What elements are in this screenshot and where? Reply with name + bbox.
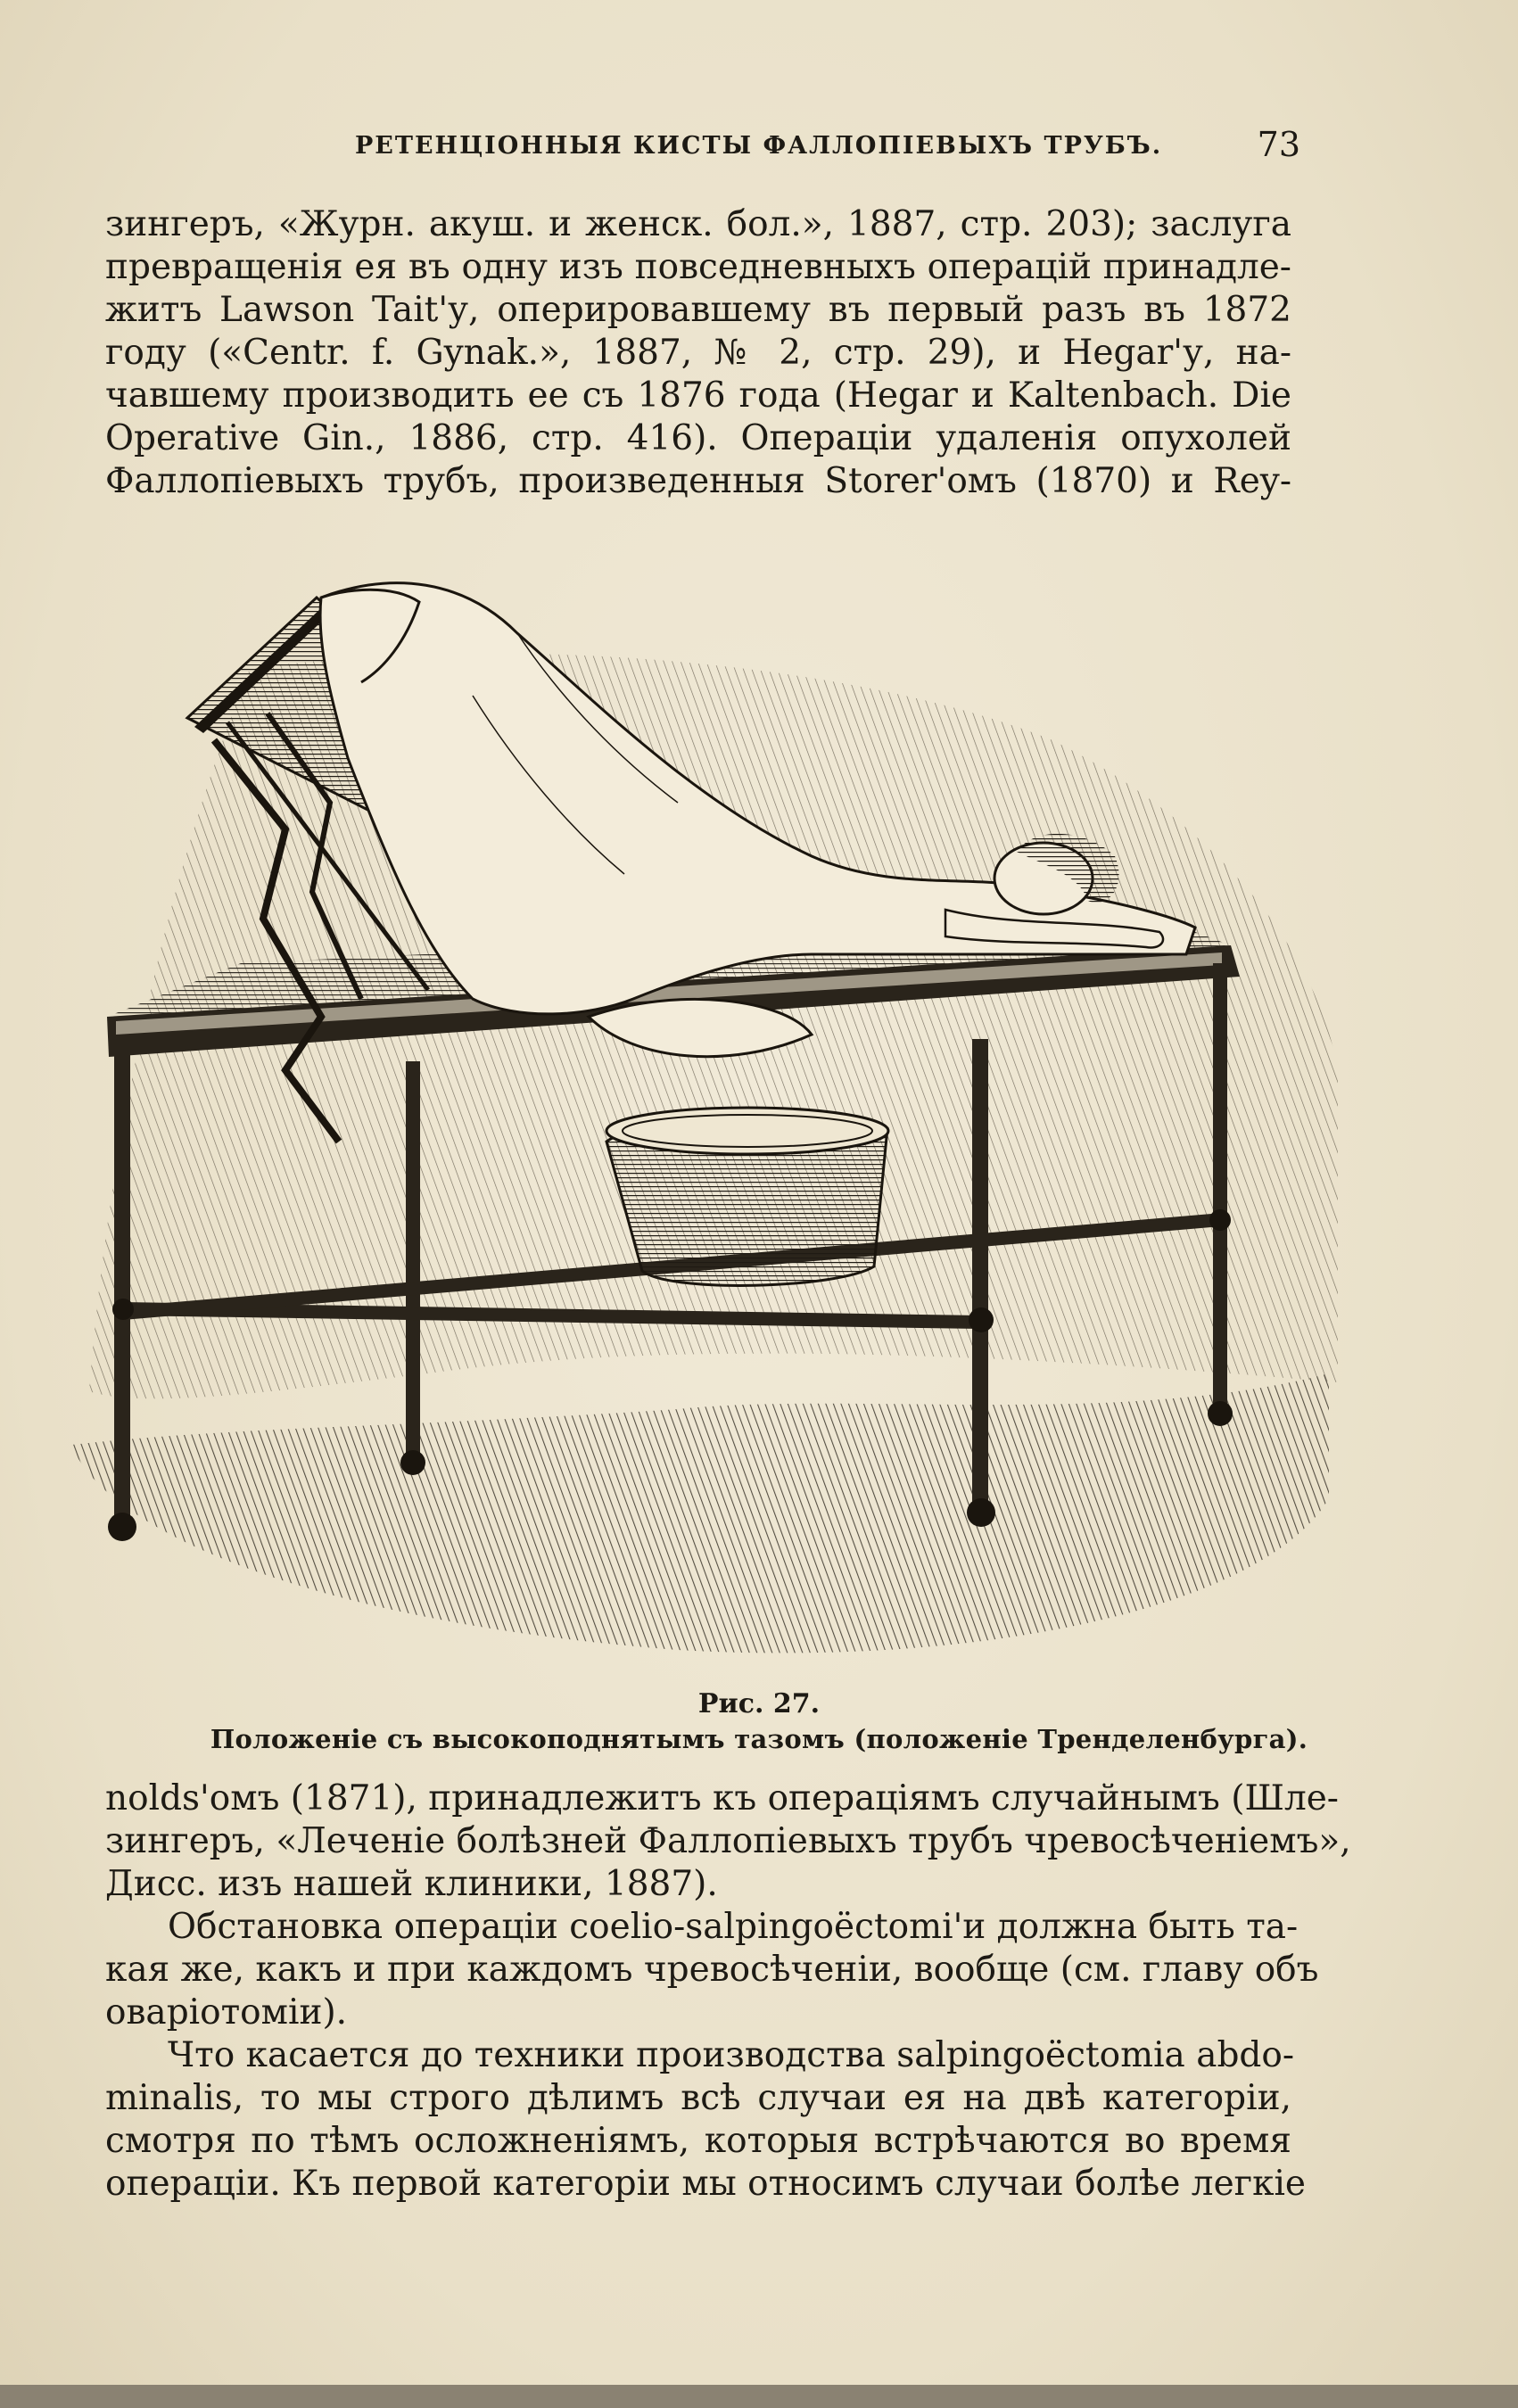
paragraph-4: [105, 2034, 1307, 2206]
figure-caption: Положеніе съ высокоподнятымъ тазомъ (положеніе Тренделенбурга).: [210, 1724, 1308, 1754]
text-line: nolds'омъ (1871), принадлежитъ къ операціямъ случайнымъ (Шле-: [105, 1778, 1339, 1818]
text-line: minalis, то мы строго дѣлимъ всѣ случаи ея на двѣ категоріи,: [105, 2078, 1291, 2118]
running-head: РЕТЕНЦІОННЫЯ КИСТЫ ФАЛЛОПІЕВЫХЪ ТРУБЪ.: [355, 132, 1163, 160]
paragraph-2: [105, 1777, 1351, 1906]
page-header: [105, 125, 1300, 169]
text-line: Дисс. изъ нашей клиники, 1887).: [105, 1864, 718, 1904]
paragraph-1: [105, 203, 1291, 503]
text-line: чавшему производить ее съ 1876 года (Hegar и Kaltenbach. Die: [105, 375, 1291, 416]
text-line: превращенія ея въ одну изъ повседневныхъ операцій принадле-: [105, 247, 1291, 287]
text-line: Что касается до техники производства salpingoëctomia abdo-: [168, 2035, 1295, 2075]
text-line: году («Centr. f. Gynak.», 1887, № 2, стр. 29), и Hegar'у, на-: [105, 333, 1291, 373]
text-line: Фаллопіевыхъ трубъ, произведенныя Storer'омъ (1870) и Rey-: [105, 461, 1291, 501]
text-line: житъ Lawson Tait'у, оперировавшему въ первый разъ въ 1872: [105, 290, 1291, 330]
text-line: оваріотоміи).: [105, 1992, 348, 2033]
text-line: зингеръ, «Журн. акуш. и женск. бол.», 1887, стр. 203); заслуга: [105, 204, 1291, 244]
figure-number: Рис. 27.: [697, 1688, 821, 1719]
text-line: смотря по тѣмъ осложненіямъ, которыя встрѣчаются во время: [105, 2121, 1291, 2161]
paragraph-3: [105, 1906, 1319, 2034]
text-line: Operative Gin., 1886, стр. 416). Операціи удаленія опухолей: [105, 418, 1291, 458]
text-line: кая же, какъ и при каждомъ чревосѣченіи, вообще (см. главу объ: [105, 1950, 1319, 1990]
page-number: 73: [1257, 125, 1300, 164]
scan-edge: [0, 2385, 1518, 2408]
trendelenburg-position-illustration: [54, 535, 1347, 1686]
text-line: зингеръ, «Леченіе болѣзней Фаллопіевыхъ трубъ чревосѣченіемъ»,: [105, 1821, 1351, 1861]
text-line: операціи. Къ первой категоріи мы относимъ случаи болѣе легкіе: [105, 2164, 1307, 2204]
text-line: Обстановка операціи coelio-salpingoëctomi'и должна быть та-: [168, 1907, 1299, 1947]
